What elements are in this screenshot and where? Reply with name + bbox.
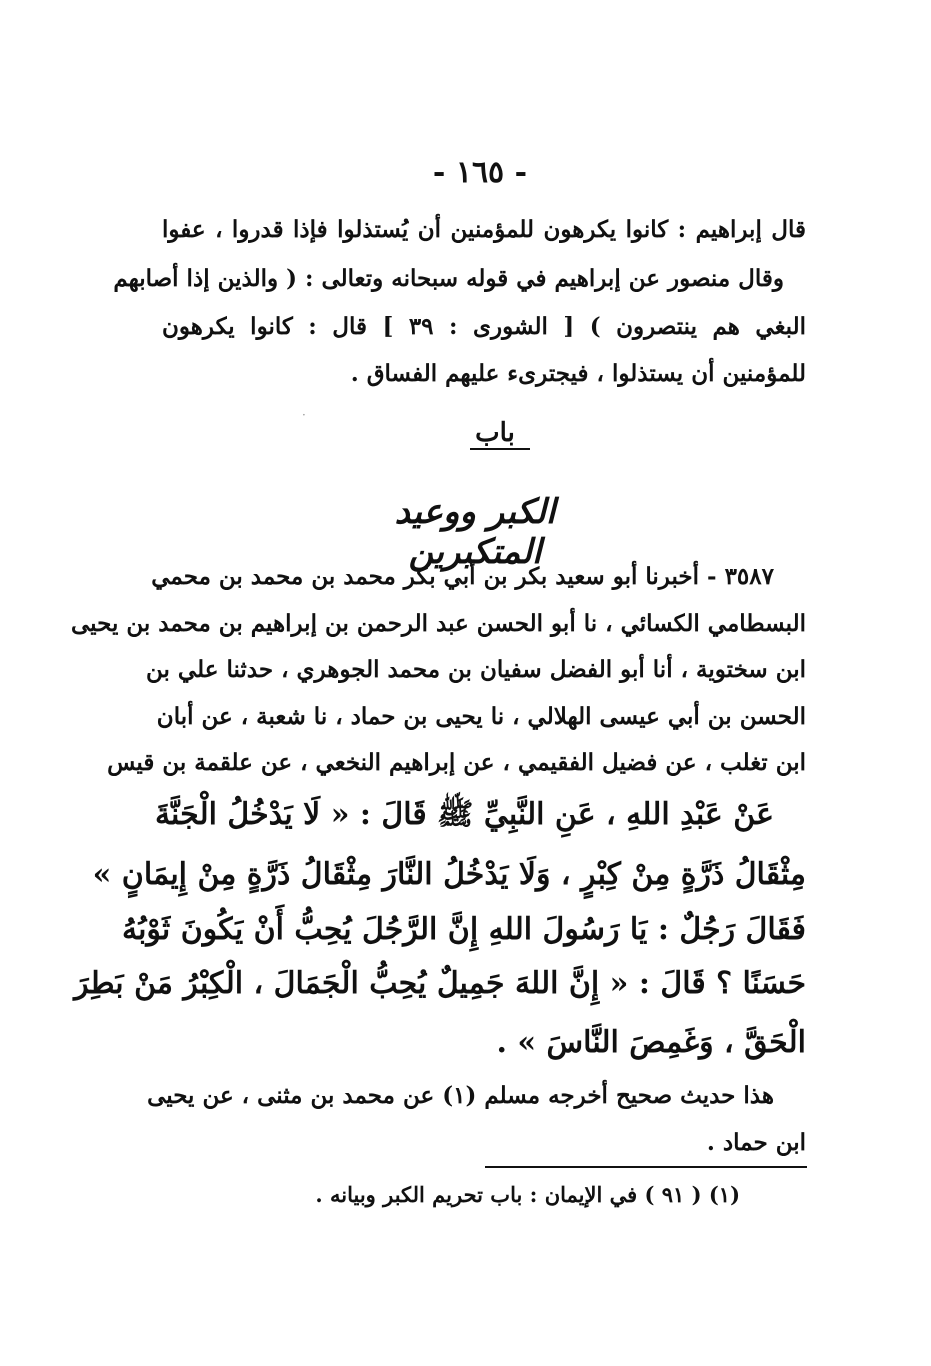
matn-line-4: حَسَنًا ؟ قَالَ : « إِنَّ اللهَ جَمِيلٌ يُحِبُّ الْجَمَالَ ، الْكِبْرُ مَنْ بَطِرَ xyxy=(74,966,806,1001)
commentary-line-1: هذا حديث صحيح أخرجه مسلم (١) عن محمد بن مثنى ، عن يحيى xyxy=(147,1082,774,1109)
hadith-line-3: ابن سختوية ، أنا أبو الفضل سفيان بن محمد الجوهري ، حدثنا علي بن xyxy=(146,656,806,683)
bab-heading-rule xyxy=(470,448,530,450)
footnote-rule xyxy=(485,1166,807,1168)
commentary-line-2: ابن حماد . xyxy=(706,1129,806,1156)
footnote: (١) ( ٩١ ) في الإيمان : باب تحريم الكبر وبيانه . xyxy=(315,1182,740,1207)
page-number: - ١٦٥ - xyxy=(432,155,528,190)
matn-line-3: فَقَالَ رَجُلٌ : يَا رَسُولَ اللهِ إِنَّ الرَّجُلَ يُحِبُّ أَنْ يَكُونَ ثَوْبُهُ xyxy=(122,912,806,947)
print-speck: · xyxy=(302,408,306,422)
matn-line-2: مِثْقَالُ ذَرَّةٍ مِنْ كِبْرٍ ، وَلَا يَدْخُلُ النَّارَ مِثْقَالُ ذَرَّةٍ مِنْ إِيمَانٍ » xyxy=(92,857,806,892)
intro-line-2: وقال منصور عن إبراهيم في قوله سبحانه وتعالى : ( والذين إذا أصابهم xyxy=(113,265,784,292)
matn-line-1: عَنْ عَبْدِ اللهِ ، عَنِ النَّبِيِّ ﷺ قَالَ : « لَا يَدْخُلُ الْجَنَّةَ xyxy=(154,797,774,832)
hadith-line-2: البسطامي الكسائي ، نا أبو الحسن عبد الرحمن بن إبراهيم بن محمد بن يحيى xyxy=(70,610,806,637)
chapter-title: الكبر ووعيد المتكبرين xyxy=(394,492,556,572)
intro-line-1: قال إبراهيم : كانوا يكرهون للمؤمنين أن يُستذلوا فإذا قدروا ، عفوا xyxy=(162,216,806,243)
matn-line-5: الْحَقَّ ، وَغَمِصَ النَّاسَ » . xyxy=(496,1025,806,1060)
bab-heading: باب xyxy=(475,418,515,448)
hadith-line-4: الحسن بن أبي عيسى الهلالي ، نا يحيى بن حماد ، نا شعبة ، عن أبان xyxy=(156,703,806,730)
hadith-line-1: ٣٥٨٧ - أخبرنا أبو سعيد بكر بن أبي بكر محمد بن محمد بن محمي xyxy=(151,563,774,590)
intro-line-3: البغي هم ينتصرون ) [ الشورى : ٣٩ ] قال : كانوا يكرهون xyxy=(162,313,807,340)
hadith-line-5: ابن تغلب ، عن فضيل الفقيمي ، عن إبراهيم النخعي ، عن علقمة بن قيس xyxy=(107,749,806,776)
intro-line-4: للمؤمنين أن يستذلوا ، فيجترىء عليهم الفساق . xyxy=(350,360,806,387)
